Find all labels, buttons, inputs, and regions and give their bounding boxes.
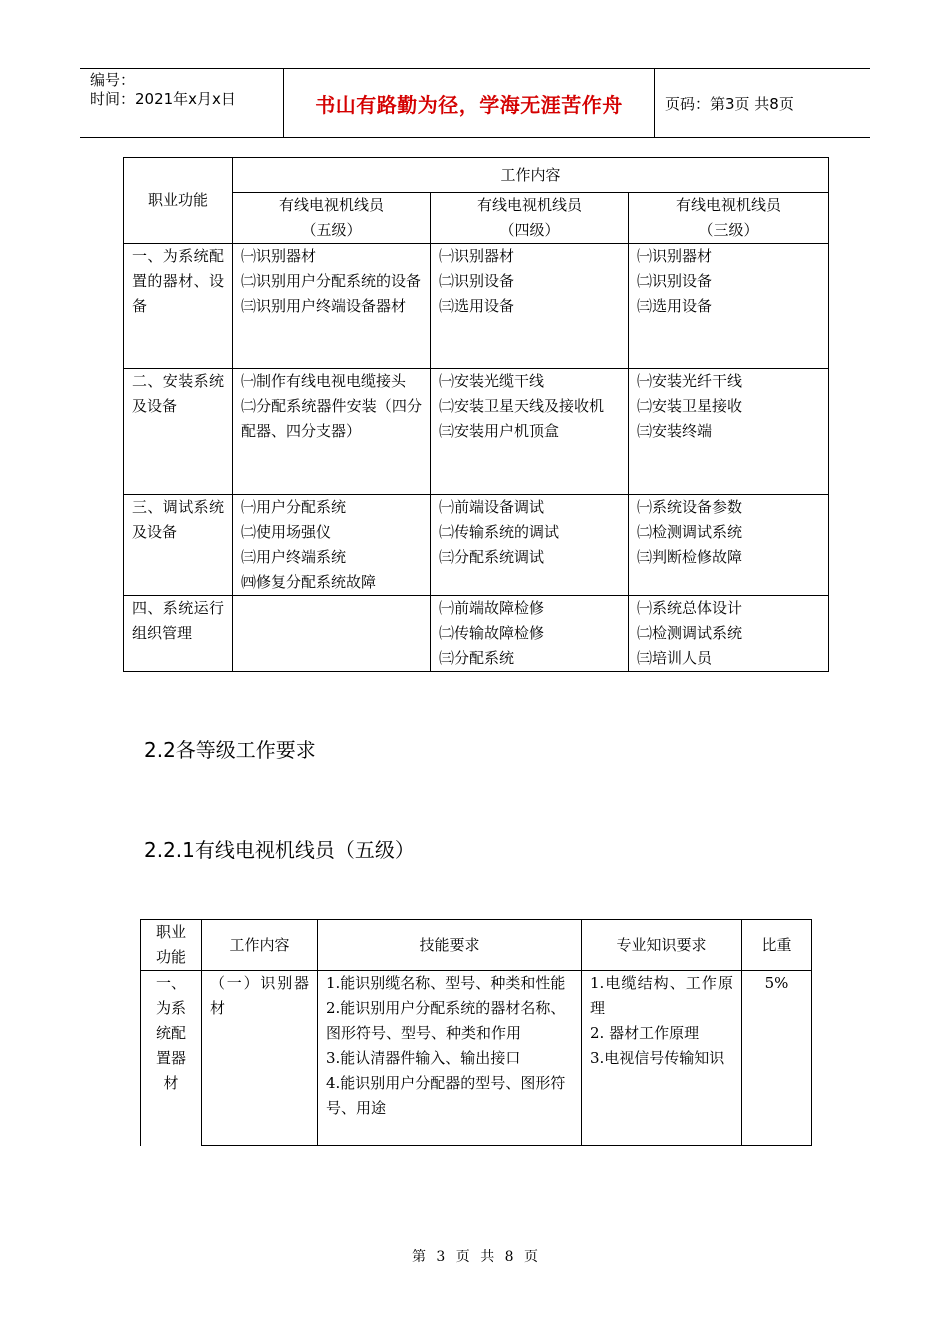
level-header	[629, 193, 829, 244]
cell-item: ㈠安装光缆干线	[439, 372, 545, 390]
level-title: 有线电视机线员	[675, 196, 781, 214]
header-knowledge: 专业知识要求	[582, 920, 742, 971]
cell-item: ㈡分配系统器件安装（四分配器、四分支器）	[241, 397, 422, 440]
header-function: 职业功能	[141, 920, 202, 971]
cell-item: ㈡传输系统的调试	[439, 523, 560, 541]
cell-item: ㈡安装卫星天线及接收机	[439, 397, 605, 415]
table-row	[124, 244, 829, 369]
header-motto-cell	[283, 69, 655, 137]
header-meta	[80, 69, 283, 137]
level-header	[233, 193, 431, 244]
skill-item: 1.能识别缆名称、型号、种类和性能	[326, 974, 566, 992]
cell-item: ㈢培训人员	[637, 649, 713, 667]
cell-item: ㈢安装用户机顶盒	[439, 422, 560, 440]
row-function: 二、安装系统及设备	[124, 369, 233, 495]
knowledge-item: 3.电视信号传输知识	[590, 1049, 725, 1067]
row-function: 一、为系统配置器材	[141, 971, 202, 1146]
level-requirements-table	[140, 919, 812, 1146]
cell-item: ㈡传输故障检修	[439, 624, 545, 642]
row-skills	[318, 971, 582, 1146]
row-weight: 5%	[742, 971, 812, 1146]
cell-item: ㈠识别器材	[439, 247, 515, 265]
row-function: 三、调试系统及设备	[124, 495, 233, 596]
table-row	[124, 369, 829, 495]
page-header	[80, 68, 870, 138]
knowledge-item: 1.电缆结构、工作原理	[590, 974, 733, 1017]
level-title: 有线电视机线员	[476, 196, 582, 214]
cell-item: ㈢判断检修故障	[637, 548, 743, 566]
row-cell	[431, 369, 629, 495]
cell-item: ㈢用户终端系统	[241, 548, 347, 566]
row-cell	[629, 596, 829, 672]
cell-item: ㈠识别器材	[241, 247, 317, 265]
cell-item: ㈡识别设备	[637, 272, 713, 290]
cell-item: ㈢选用设备	[439, 297, 515, 315]
cell-item: ㈢安装终端	[637, 422, 713, 440]
cell-item: ㈠用户分配系统	[241, 498, 347, 516]
row-cell	[233, 369, 431, 495]
skill-item: 3.能认清器件输入、输出接口	[326, 1049, 521, 1067]
header-skills: 技能要求	[318, 920, 582, 971]
number-label: 编号：	[90, 71, 136, 89]
skill-item: 4.能识别用户分配器的型号、图形符号、用途	[326, 1074, 566, 1117]
level-grade: （三级）	[698, 221, 759, 239]
row-cell	[629, 369, 829, 495]
level-grade: （四级）	[499, 221, 560, 239]
row-cell	[431, 244, 629, 369]
header-work-content: 工作内容	[202, 920, 318, 971]
row-cell	[233, 495, 431, 596]
table-row	[124, 596, 829, 672]
level-title: 有线电视机线员	[278, 196, 384, 214]
table-row	[141, 971, 812, 1146]
page-code: 页码：第3页 共8页	[665, 94, 794, 113]
time-label: 时间：2021年x月x日	[90, 90, 236, 108]
section-heading-2-2: 2.2各等级工作要求	[144, 738, 316, 762]
row-work-content: （一）识别器材	[202, 971, 318, 1146]
row-knowledge	[582, 971, 742, 1146]
row-cell-empty	[233, 596, 431, 672]
row-function: 四、系统运行组织管理	[124, 596, 233, 672]
row-function: 一、为系统配置的器材、设备	[124, 244, 233, 369]
cell-item: ㈠前端设备调试	[439, 498, 545, 516]
page-footer: 第 3 页 共 8 页	[411, 1249, 539, 1265]
table-row	[124, 495, 829, 596]
level-grade: （五级）	[301, 221, 362, 239]
row-cell	[629, 495, 829, 596]
cell-item: ㈡识别用户分配系统的设备	[241, 272, 422, 290]
motto: 书山有路勤为径，学海无涯苦作舟	[315, 92, 623, 117]
cell-item: ㈠前端故障检修	[439, 599, 545, 617]
col-work-content-header: 工作内容	[233, 158, 829, 193]
skill-item: 2.能识别用户分配系统的器材名称、图形符号、型号、种类和作用	[326, 999, 566, 1042]
cell-item: ㈠安装光纤干线	[637, 372, 743, 390]
row-cell	[233, 244, 431, 369]
cell-item: ㈠系统总体设计	[637, 599, 743, 617]
cell-item: ㈡使用场强仪	[241, 523, 332, 541]
cell-item: ㈡识别设备	[439, 272, 515, 290]
row-cell	[431, 596, 629, 672]
cell-item: ㈢分配系统	[439, 649, 515, 667]
work-content-table	[123, 157, 829, 672]
header-weight: 比重	[742, 920, 812, 971]
cell-item: ㈠系统设备参数	[637, 498, 743, 516]
cell-item: ㈢选用设备	[637, 297, 713, 315]
cell-item: ㈡安装卫星接收	[637, 397, 743, 415]
section-heading-2-2-1: 2.2.1有线电视机线员（五级）	[144, 838, 415, 862]
col-function-header: 职业功能	[124, 158, 233, 244]
cell-item: ㈣修复分配系统故障	[241, 573, 377, 591]
cell-item: ㈢识别用户终端设备器材	[241, 297, 407, 315]
row-cell	[431, 495, 629, 596]
cell-item: ㈢分配系统调试	[439, 548, 545, 566]
knowledge-item: 2. 器材工作原理	[590, 1024, 700, 1042]
header-page-code	[655, 69, 870, 137]
cell-item: ㈡检测调试系统	[637, 624, 743, 642]
cell-item: ㈡检测调试系统	[637, 523, 743, 541]
cell-item: ㈠识别器材	[637, 247, 713, 265]
level-header	[431, 193, 629, 244]
cell-item: ㈠制作有线电视电缆接头	[241, 372, 407, 390]
row-cell	[629, 244, 829, 369]
